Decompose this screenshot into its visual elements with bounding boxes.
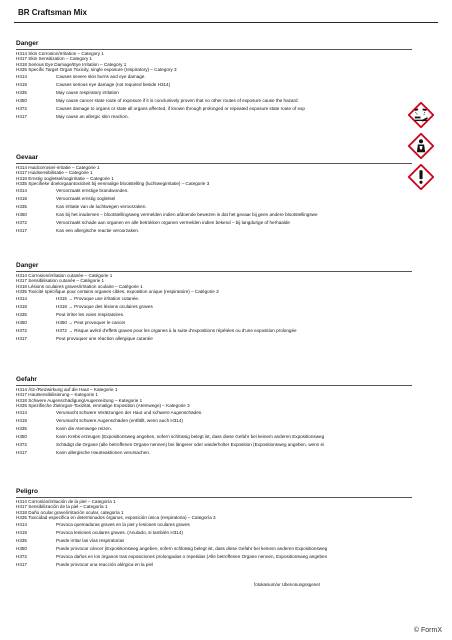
hazard-code: H350 bbox=[16, 211, 27, 217]
hazard-text: Kann allergische Hautreaktionen verursachen. bbox=[56, 449, 151, 455]
hazard-class: H317 Sensibilisation cutanée – Catégorie 1 bbox=[16, 278, 105, 284]
hazard-statement bbox=[16, 522, 438, 527]
hazard-text: Causes damage to organs or state all organs affected, if known through prolonged or repeated exposure state route of exp bbox=[56, 105, 305, 111]
hazard-class: H335 Spezifische Zielorgan-Toxizität, einmalige Exposition (Atemwege) – Kategorie 3 bbox=[16, 403, 190, 409]
hazard-statement bbox=[16, 538, 438, 543]
hazard-code: H372 bbox=[16, 105, 27, 111]
hazard-code: H335 bbox=[16, 311, 27, 317]
hazard-text: H350 → Peut provoquer le cancer bbox=[56, 319, 126, 325]
section-title: Peligro bbox=[16, 488, 39, 495]
hazard-class: H317 Hautsensibilisierung – Kategorie 1 bbox=[16, 392, 98, 398]
hazard-code: H318 bbox=[16, 417, 27, 423]
hazard-text: May cause respiratory irritation bbox=[56, 89, 119, 95]
hazard-statement bbox=[16, 212, 438, 217]
hazard-code: H314 bbox=[16, 187, 27, 193]
hazard-text: Kan irritatie van de luchtwegen veroorzaken. bbox=[56, 203, 147, 209]
hazard-statement bbox=[16, 562, 438, 567]
hazard-statement bbox=[16, 530, 438, 535]
hazard-text: Kan bij het inademen – blootstellingsweg vermelden indien afdoende bewezen is dat het gevaar bij geen andere blootstellingswe bbox=[56, 211, 318, 217]
hazard-text: Schädigt die Organe (alle betroffenen Organe nennen) bei längerer oder wiederholter Exposition (Expositionsweg angeben, wenn ei bbox=[56, 441, 325, 447]
copyright: © FormX bbox=[413, 627, 442, 634]
hazard-class: H314 Huidcorrosie/-irritatie – Categorie 1 bbox=[16, 165, 100, 170]
hazard-statement bbox=[16, 434, 438, 439]
hazard-code: H372 bbox=[16, 441, 27, 447]
title-divider bbox=[14, 22, 438, 23]
hazard-statement bbox=[16, 320, 438, 325]
hazard-class: H335 Toxicité spécifique pour certains organes cibles, exposition unique (respiratoire) – Catégorie 3 bbox=[16, 289, 219, 295]
hazard-text: Provoca lesiones oculares graves. (Anulado, si también H314) bbox=[56, 529, 183, 535]
hazard-code: H335 bbox=[16, 89, 27, 95]
hazard-class: H317 Huidsensibilisatie – Categorie 1 bbox=[16, 170, 93, 176]
hazard-code: H350 bbox=[16, 433, 27, 439]
hazard-statement bbox=[16, 196, 438, 201]
corrosion-icon bbox=[408, 102, 434, 128]
section-dutch bbox=[16, 154, 438, 236]
section-title: Danger bbox=[16, 40, 39, 47]
section-divider bbox=[16, 163, 412, 164]
hazard-statement bbox=[16, 442, 438, 447]
hazard-text: Peut irriter les voies respiratoires. bbox=[56, 311, 125, 317]
hazard-class: H318 Daño ocular grave/irritación ocular, categoría 1 bbox=[16, 509, 124, 515]
hazard-text: H318 → Provoque des lésions oculaires graves bbox=[56, 303, 153, 309]
hazard-text: Verursacht schwere Verätzungen der Haut und schwere Augenschäden. bbox=[56, 409, 203, 415]
section-divider bbox=[16, 271, 412, 272]
hazard-code: H350 bbox=[16, 97, 27, 103]
section-title: Gefahr bbox=[16, 376, 37, 383]
section-title: Danger bbox=[16, 262, 39, 269]
hazard-text: Puede provocar cáncer (Expositionsweg angeben, sofern schlüssig belegt ist, dass diese Gefahr bei keinem anderen Expositionsweg bbox=[56, 545, 328, 551]
hazard-statement bbox=[16, 220, 438, 225]
section-title: Gevaar bbox=[16, 154, 39, 161]
section-divider bbox=[16, 497, 412, 498]
hazard-text: Causes serious eye damage (not required beside H314) bbox=[56, 81, 171, 87]
hazard-statement bbox=[16, 418, 438, 423]
hazard-class: H318 Ernstig oogletsel/oogirritatie – Categorie 1 bbox=[16, 175, 114, 181]
hazard-code: H335 bbox=[16, 203, 27, 209]
hazard-code: H372 bbox=[16, 553, 27, 559]
hazard-class: H318 Lésions oculaires graves/irritation oculaire – Catégorie 1 bbox=[16, 283, 143, 289]
hazard-statement bbox=[16, 188, 438, 193]
hazard-statement bbox=[16, 90, 438, 95]
hazard-code: H372 bbox=[16, 327, 27, 333]
hazard-statement bbox=[16, 312, 438, 317]
hazard-text: Veroorzaakt schade aan organen en alle betrokken organen vermelden indien bekend – bij langdurige of herhaalde bbox=[56, 219, 290, 225]
hazard-statement bbox=[16, 336, 438, 341]
hazard-statement bbox=[16, 106, 438, 111]
hazard-code: H335 bbox=[16, 537, 27, 543]
hazard-statement bbox=[16, 114, 438, 119]
hazard-code: H314 bbox=[16, 73, 27, 79]
hazard-code: H318 bbox=[16, 529, 27, 535]
hazard-statement bbox=[16, 228, 438, 233]
hazard-statement bbox=[16, 304, 438, 309]
small-note: fotokanium/ur Ubenonungssgenet bbox=[254, 582, 320, 587]
hazard-text: Kan een allergische reactie veroorzaken. bbox=[56, 227, 140, 233]
hazard-code: H314 bbox=[16, 295, 27, 301]
hazard-class: H335 Specific Target Organ Toxicity, single exposure (respiratory) – Category 3 bbox=[16, 67, 177, 73]
hazard-class: H314 Corrosion/irritation cutanée – Catégorie 1 bbox=[16, 273, 113, 278]
hazard-statement bbox=[16, 74, 438, 79]
hazard-code: H317 bbox=[16, 449, 27, 455]
hazard-text: Veroorzaakt ernstige brandwonden. bbox=[56, 187, 129, 193]
hazard-code: H314 bbox=[16, 521, 27, 527]
hazard-class: H317 Skin Sensitization – Category 1 bbox=[16, 56, 93, 62]
hazard-statement bbox=[16, 204, 438, 209]
document-title: BR Craftsman Mix bbox=[18, 8, 87, 17]
hazard-code: H317 bbox=[16, 561, 27, 567]
hazard-statement bbox=[16, 296, 438, 301]
hazard-text: Verursacht schwere Augenschäden (entfällt, wenn auch H314) bbox=[56, 417, 183, 423]
hazard-text: H372 → Risque avéré d'effets graves pour les organes à la suite d'expositions répétées ou d'une exposition prolongée bbox=[56, 327, 297, 333]
hazard-text: Puede irritar las vías respiratorias bbox=[56, 537, 125, 543]
hazard-code: H317 bbox=[16, 227, 27, 233]
hazard-statement bbox=[16, 410, 438, 415]
hazard-class: H335 Toxicidad específica en determinados órganos, exposición única (respiratoria) – Categoría 3 bbox=[16, 515, 216, 521]
hazard-text: Puede provocar una reacción alérgica en la piel bbox=[56, 561, 154, 567]
hazard-class: H318 Schwere Augenschädigung/Augenreizung – Kategorie 1 bbox=[16, 397, 143, 403]
hazard-statement bbox=[16, 328, 438, 333]
hazard-class: H317 Sensibilización de la piel – Categoría 1 bbox=[16, 504, 108, 510]
hazard-text: Causes severe skin burns and eye damage. bbox=[56, 73, 146, 79]
hazard-code: H317 bbox=[16, 113, 27, 119]
hazard-text: Provoca daños en los órganos tras exposiciones prolongadas o repetidas (Alle betroffenen Organe nennen, Expositionsweg angeben bbox=[56, 553, 328, 559]
hazard-text: Veroorzaakt ernstig oogletsel bbox=[56, 195, 116, 201]
hazard-statement bbox=[16, 450, 438, 455]
section-english bbox=[16, 40, 438, 122]
hazard-text: May cause cancer state route of exposure if it is conclusively proven that no other routes of exposure cause the hazard bbox=[56, 97, 298, 103]
hazard-code: H318 bbox=[16, 303, 27, 309]
hazard-code: H350 bbox=[16, 319, 27, 325]
hazard-class: H318 Serious Eye Damage/Eye Irritation – Category 1 bbox=[16, 61, 127, 67]
hazard-statement bbox=[16, 426, 438, 431]
hazard-statement bbox=[16, 82, 438, 87]
hazard-code: H314 bbox=[16, 409, 27, 415]
hazard-text: Provoca quemaduras graves en la piel y lesiones oculares graves bbox=[56, 521, 190, 527]
hazard-class: H314 Ätz-/Reizwirkung auf die Haut – Kategorie 1 bbox=[16, 387, 118, 392]
hazard-class: H335 Specifieke doelorgaantoxiciteit bij eenmalige blootstelling (luchtwegirritatie) – Categorie 3 bbox=[16, 181, 210, 187]
section-divider bbox=[16, 49, 412, 50]
ghs-pictograms bbox=[408, 102, 434, 195]
hazard-text: Peut provoquer une réaction allergique cutanée bbox=[56, 335, 153, 341]
section-divider bbox=[16, 385, 412, 386]
hazard-code: H372 bbox=[16, 219, 27, 225]
hazard-statement bbox=[16, 554, 438, 559]
section-french bbox=[16, 262, 438, 344]
hazard-class: H314 Corrosión/irritación de la piel – Categoría 1 bbox=[16, 499, 116, 504]
hazard-statement bbox=[16, 546, 438, 551]
hazard-statement bbox=[16, 98, 438, 103]
hazard-text: H315 → Provoque une irritation cutanée. bbox=[56, 295, 140, 301]
hazard-code: H317 bbox=[16, 335, 27, 341]
health-hazard-icon bbox=[408, 133, 434, 159]
hazard-code: H350 bbox=[16, 545, 27, 551]
section-german bbox=[16, 376, 438, 458]
exclamation-icon bbox=[408, 164, 434, 190]
hazard-text: Kann die Atemwege reizen. bbox=[56, 425, 112, 431]
section-spanish bbox=[16, 488, 438, 570]
hazard-code: H318 bbox=[16, 81, 27, 87]
hazard-class: H314 Skin Corrosion/Irritation – Category 1 bbox=[16, 51, 104, 56]
hazard-code: H318 bbox=[16, 195, 27, 201]
hazard-text: May cause an allergic skin reaction. bbox=[56, 113, 129, 119]
hazard-code: H335 bbox=[16, 425, 27, 431]
hazard-text: Kann Krebs erzeugen (Expositionsweg angeben, sofern schlüssig belegt ist, dass diese Gefahr bei keinem anderen Expositionsweg bbox=[56, 433, 325, 439]
